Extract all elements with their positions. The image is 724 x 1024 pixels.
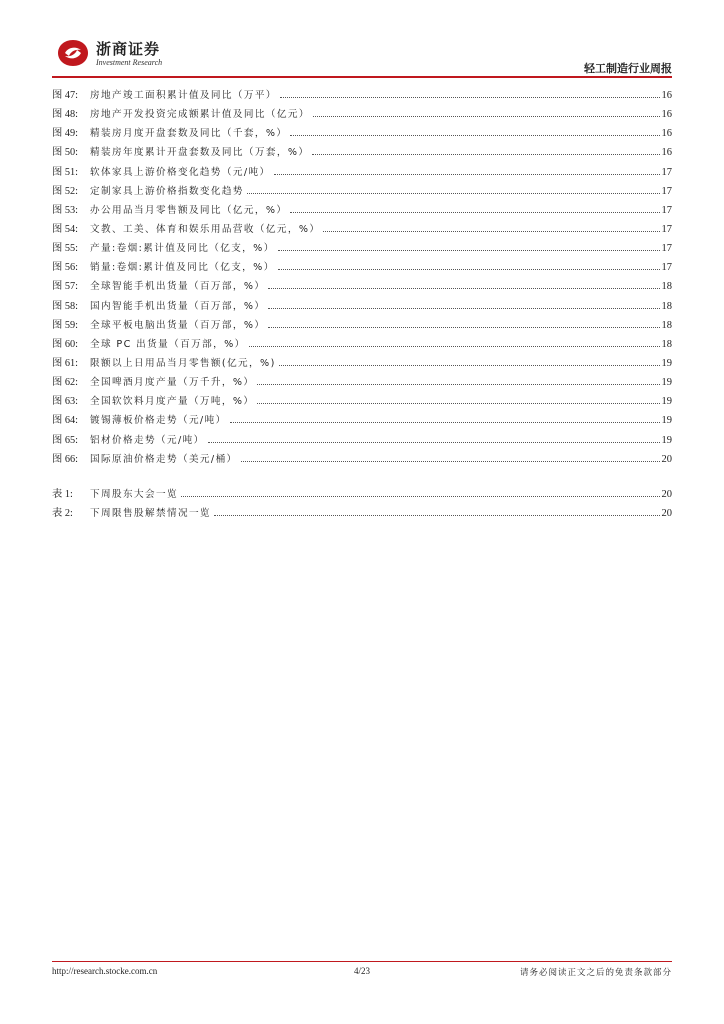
- toc-entry-page: 16: [661, 147, 672, 159]
- toc-entry[interactable]: [52, 182, 672, 201]
- toc-entry-label: [52, 277, 265, 292]
- toc-entry-number: 图 65:: [52, 434, 79, 446]
- toc-entry[interactable]: [52, 201, 672, 220]
- toc-entry-page: 16: [661, 109, 672, 121]
- toc-entry-number: 图 48:: [52, 109, 79, 121]
- toc-entry-page: 19: [661, 434, 672, 446]
- toc-entry[interactable]: [52, 143, 672, 162]
- dot-leader: [278, 269, 660, 270]
- toc-entry-page: 17: [661, 223, 672, 235]
- dot-leader: [279, 365, 660, 366]
- toc-entry-title: 销量:卷烟:累计值及同比（亿支，%）: [90, 262, 275, 274]
- toc-entry-title: 办公用品当月零售额及同比（亿元，%）: [90, 204, 288, 216]
- toc-entry-label: [52, 258, 275, 273]
- toc-entry-title: 产量:卷烟:累计值及同比（亿支，%）: [90, 243, 275, 255]
- toc-entry-number: 图 59:: [52, 319, 79, 331]
- footer-url[interactable]: http://research.stocke.com.cn: [52, 966, 158, 976]
- toc-entry-title: 国内智能手机出货量（百万部，%）: [90, 300, 266, 312]
- toc-entry-label: [52, 239, 275, 254]
- toc-entry-number: 图 47:: [52, 90, 79, 101]
- toc-entry-title: 全国软饮料月度产量（万吨，%）: [90, 396, 255, 408]
- toc-entry[interactable]: [52, 392, 672, 411]
- toc-entry-title: 限额以上日用品当月零售额(亿元，%): [90, 357, 276, 369]
- toc-entry[interactable]: [52, 411, 672, 430]
- dot-leader: [241, 461, 660, 462]
- zheshang-logo-icon: [56, 38, 90, 68]
- toc-entry-title: 国际原油价格走势（美元/桶）: [90, 453, 238, 465]
- toc-entry[interactable]: [52, 163, 672, 182]
- dot-leader: [268, 327, 659, 328]
- toc-entry-number: 图 56:: [52, 262, 79, 274]
- toc-entry-title: 镀锡薄板价格走势（元/吨）: [90, 415, 227, 427]
- toc-entry[interactable]: [52, 124, 672, 143]
- dot-leader: [268, 308, 659, 309]
- dot-leader: [208, 442, 660, 443]
- toc-entry-title: 铝材价格走势（元/吨）: [90, 434, 205, 446]
- dot-leader: [247, 193, 660, 194]
- page-header: [52, 30, 672, 76]
- dot-leader: [230, 422, 660, 423]
- toc-entry[interactable]: [52, 485, 672, 504]
- toc-entry[interactable]: [52, 373, 672, 392]
- toc-entry-label: [52, 411, 227, 426]
- table-list: [52, 485, 672, 523]
- brand-name-en: Investment Research: [96, 58, 163, 67]
- dot-leader: [257, 403, 659, 404]
- toc-entry[interactable]: [52, 504, 672, 523]
- toc-entry-page: 19: [661, 415, 672, 427]
- toc-entry-page: 16: [661, 128, 672, 140]
- toc-entry-number: 图 63:: [52, 396, 79, 408]
- toc-entry-page: 20: [661, 507, 672, 519]
- toc-entry-page: 19: [661, 377, 672, 389]
- toc-entry-number: 表 1:: [52, 488, 73, 500]
- figure-list: [52, 86, 672, 469]
- toc-entry-label: [52, 450, 238, 465]
- toc-entry-number: 图 64:: [52, 415, 79, 427]
- dot-leader: [181, 496, 660, 497]
- toc-entry[interactable]: [52, 239, 672, 258]
- toc-entry-title: 精装房年度累计开盘套数及同比（万套，%）: [90, 147, 310, 159]
- dot-leader: [313, 116, 660, 117]
- toc-entry-title: 文教、工美、体育和娱乐用品营收（亿元，%）: [90, 223, 321, 235]
- toc-entry[interactable]: [52, 258, 672, 277]
- toc-entry-title: 房地产竣工面积累计值及同比（万平）: [90, 90, 277, 101]
- toc-entry[interactable]: [52, 297, 672, 316]
- dot-leader: [312, 154, 659, 155]
- toc-entry-label: [52, 504, 211, 519]
- toc-entry-title: 全球智能手机出货量（百万部，%）: [90, 281, 266, 293]
- dot-leader: [274, 174, 660, 175]
- dot-leader: [280, 97, 660, 98]
- toc-entry[interactable]: [52, 450, 672, 469]
- dot-leader: [290, 135, 659, 136]
- toc-entry-label: [52, 431, 205, 446]
- toc-entry-label: [52, 86, 277, 101]
- toc-entry-number: 图 55:: [52, 243, 79, 255]
- footer-divider: [52, 961, 672, 962]
- toc-entry[interactable]: [52, 431, 672, 450]
- toc-entry-label: [52, 297, 265, 312]
- toc-entry-label: [52, 163, 271, 178]
- toc-entry-label: [52, 485, 178, 500]
- toc-entry-label: [52, 220, 320, 235]
- toc-entry-number: 图 60:: [52, 338, 79, 350]
- toc-entry-number: 图 53:: [52, 204, 79, 216]
- page-number: 4/23: [353, 966, 370, 976]
- toc-entry[interactable]: [52, 220, 672, 239]
- toc-entry-page: 20: [661, 453, 672, 465]
- dot-leader: [214, 515, 660, 516]
- toc-entry-label: [52, 105, 310, 120]
- toc-entry-number: 图 54:: [52, 223, 79, 235]
- toc-entry-label: [52, 182, 244, 197]
- section-gap: [52, 469, 672, 485]
- toc-entry-number: 图 49:: [52, 128, 79, 140]
- toc-entry[interactable]: [52, 316, 672, 335]
- toc-entry-title: 全球平板电脑出货量（百万部，%）: [90, 319, 266, 331]
- toc-entry-label: [52, 316, 265, 331]
- toc-entry-title: 房地产开发投资完成额累计值及同比（亿元）: [90, 109, 310, 121]
- toc-entry-label: [52, 392, 254, 407]
- toc-entry-number: 图 61:: [52, 357, 79, 369]
- dot-leader: [268, 288, 659, 289]
- toc-entry-number: 图 52:: [52, 185, 79, 197]
- toc-entry-number: 图 50:: [52, 147, 79, 159]
- toc-entry[interactable]: [52, 335, 672, 354]
- toc-entry-label: [52, 124, 287, 139]
- toc-entry-page: 17: [661, 243, 672, 255]
- toc-entry[interactable]: [52, 105, 672, 124]
- toc-entry-number: 表 2:: [52, 507, 73, 519]
- toc-entry-title: 下周限售股解禁情况一览: [90, 507, 211, 519]
- toc-entry-page: 17: [661, 166, 672, 178]
- toc-entry-number: 图 66:: [52, 453, 79, 465]
- toc-entry-number: 图 58:: [52, 300, 79, 312]
- table-of-figures: [52, 86, 672, 523]
- dot-leader: [278, 250, 660, 251]
- toc-entry-number: 图 62:: [52, 377, 79, 389]
- toc-entry[interactable]: [52, 354, 672, 373]
- toc-entry-page: 18: [661, 338, 672, 350]
- toc-entry-page: 18: [661, 281, 672, 293]
- toc-entry-label: [52, 143, 309, 158]
- toc-entry-label: [52, 335, 246, 350]
- toc-entry-page: 17: [661, 262, 672, 274]
- toc-entry-page: 19: [661, 357, 672, 369]
- header-divider: [52, 76, 672, 78]
- toc-entry[interactable]: [52, 277, 672, 296]
- toc-entry-label: [52, 373, 254, 388]
- toc-entry-title: 精装房月度开盘套数及同比（千套，%）: [90, 128, 288, 140]
- toc-entry[interactable]: [52, 86, 672, 105]
- toc-entry-page: 16: [661, 90, 672, 101]
- toc-entry-title: 下周股东大会一览: [90, 488, 178, 500]
- toc-entry-page: 17: [661, 185, 672, 197]
- toc-entry-title: 全球 PC 出货量（百万部，%）: [90, 338, 246, 350]
- dot-leader: [290, 212, 659, 213]
- toc-entry-title: 全国啤酒月度产量（万千升，%）: [90, 377, 255, 389]
- dot-leader: [257, 384, 659, 385]
- toc-entry-number: 图 57:: [52, 281, 79, 293]
- toc-entry-page: 17: [661, 204, 672, 216]
- dot-leader: [249, 346, 660, 347]
- toc-entry-page: 18: [661, 319, 672, 331]
- dot-leader: [323, 231, 659, 232]
- toc-entry-label: [52, 354, 276, 369]
- toc-entry-title: 软体家具上游价格变化趋势（元/吨）: [90, 166, 271, 178]
- toc-entry-title: 定制家具上游价格指数变化趋势: [90, 185, 244, 197]
- toc-entry-label: [52, 201, 287, 216]
- toc-entry-page: 19: [661, 396, 672, 408]
- toc-entry-page: 20: [661, 488, 672, 500]
- report-type-title: 轻工制造行业周报: [584, 62, 672, 75]
- toc-entry-number: 图 51:: [52, 166, 79, 178]
- disclaimer-text: 请务必阅读正文之后的免责条款部分: [519, 968, 672, 978]
- brand-name-cn: 浙商证券: [96, 40, 161, 58]
- toc-entry-page: 18: [661, 300, 672, 312]
